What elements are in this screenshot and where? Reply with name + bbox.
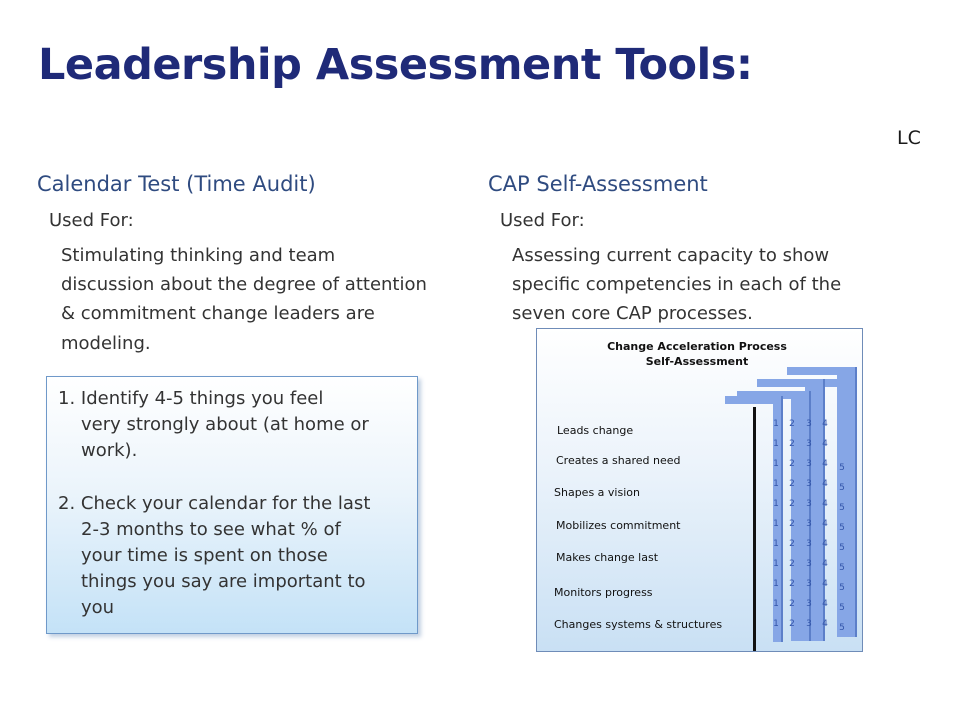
scale-number: 2 <box>789 559 795 569</box>
scale-number: 3 <box>806 419 812 429</box>
cap-description-line: Assessing current capacity to show <box>512 245 830 266</box>
scale-number: 2 <box>789 499 795 509</box>
cap-self-assessment-figure <box>536 328 863 652</box>
calendar-description-line: & commitment change leaders are <box>61 303 375 324</box>
cap-item-label: Changes systems & structures <box>554 618 723 631</box>
cap-item-label: Shapes a vision <box>554 486 640 499</box>
scale-number: 3 <box>806 519 812 529</box>
scale-number: 3 <box>806 479 812 489</box>
calendar-description-line: Stimulating thinking and team <box>61 245 336 266</box>
scale-number: 4 <box>822 559 828 569</box>
scale-number: 1 <box>773 619 779 629</box>
scale-number: 2 <box>789 539 795 549</box>
scale-number: 1 <box>773 519 779 529</box>
cap-item-label: Leads change <box>557 424 634 437</box>
calendar-used-for-label: Used For: <box>49 210 134 231</box>
cap-item-label: Creates a shared need <box>556 454 681 467</box>
scale-number: 3 <box>806 539 812 549</box>
cap-item-label: Mobilizes commitment <box>556 519 681 532</box>
scale-number: 3 <box>806 579 812 589</box>
scale-number: 4 <box>822 599 828 609</box>
corner-label: LC <box>897 127 921 149</box>
scale-number: 3 <box>806 499 812 509</box>
scale-number: 1 <box>773 439 779 449</box>
scale-number: 4 <box>822 439 828 449</box>
cap-item-label: Monitors progress <box>554 586 653 599</box>
scale-number: 5 <box>839 543 845 553</box>
assessment-sheet <box>837 367 857 637</box>
scale-number: 1 <box>773 419 779 429</box>
scale-number: 2 <box>789 439 795 449</box>
step-1-line: 1. Identify 4-5 things you feel <box>58 388 324 409</box>
calendar-steps-box <box>46 376 418 634</box>
scale-number: 3 <box>806 459 812 469</box>
scale-number: 1 <box>773 499 779 509</box>
step-2-line: you <box>81 597 115 618</box>
cap-used-for-label: Used For: <box>500 210 585 231</box>
scale-number: 2 <box>789 579 795 589</box>
scale-number: 5 <box>839 623 845 633</box>
step-2-line: your time is spent on those <box>81 545 328 566</box>
calendar-test-heading: Calendar Test (Time Audit) <box>37 172 316 196</box>
step-2-line: 2. Check your calendar for the last <box>58 493 371 514</box>
cap-self-assessment-heading: CAP Self-Assessment <box>488 172 708 196</box>
scale-number: 4 <box>822 479 828 489</box>
scale-number: 4 <box>822 459 828 469</box>
scale-number: 4 <box>822 619 828 629</box>
scale-number: 1 <box>773 559 779 569</box>
scale-number: 2 <box>789 519 795 529</box>
scale-number: 3 <box>806 559 812 569</box>
step-1-line: work). <box>81 440 138 461</box>
calendar-description-line: discussion about the degree of attention <box>61 274 427 295</box>
step-1-line: very strongly about (at home or <box>81 414 369 435</box>
cap-description-line: seven core CAP processes. <box>512 303 753 324</box>
scale-number: 2 <box>789 459 795 469</box>
scale-number: 2 <box>789 619 795 629</box>
figure-title-line: Self-Assessment <box>645 355 749 368</box>
scale-number: 3 <box>806 439 812 449</box>
scale-number: 3 <box>806 599 812 609</box>
scale-number: 2 <box>789 479 795 489</box>
scale-number: 4 <box>822 499 828 509</box>
scale-number: 1 <box>773 539 779 549</box>
scale-number: 2 <box>789 419 795 429</box>
scale-number: 5 <box>839 563 845 573</box>
scale-number: 1 <box>773 459 779 469</box>
page-title: Leadership Assessment Tools: <box>38 40 753 90</box>
cap-item-label: Makes change last <box>556 551 659 564</box>
scale-number: 2 <box>789 599 795 609</box>
scale-number: 5 <box>839 523 845 533</box>
scale-number: 1 <box>773 599 779 609</box>
scale-number: 5 <box>839 503 845 513</box>
step-2-line: things you say are important to <box>81 571 366 592</box>
scale-number: 3 <box>806 619 812 629</box>
calendar-description-line: modeling. <box>61 333 151 354</box>
scale-number: 5 <box>839 603 845 613</box>
figure-title-line: Change Acceleration Process <box>607 340 787 353</box>
sheet-tab <box>757 379 837 387</box>
scale-number: 5 <box>839 583 845 593</box>
step-2-line: 2-3 months to see what % of <box>81 519 341 540</box>
scale-number: 4 <box>822 579 828 589</box>
scale-number: 5 <box>839 483 845 493</box>
divider-line <box>753 407 756 651</box>
scale-number: 1 <box>773 479 779 489</box>
scale-number: 5 <box>839 463 845 473</box>
scale-number: 1 <box>773 579 779 589</box>
scale-number: 4 <box>822 519 828 529</box>
scale-number: 4 <box>822 539 828 549</box>
cap-description-line: specific competencies in each of the <box>512 274 842 295</box>
scale-number: 4 <box>822 419 828 429</box>
